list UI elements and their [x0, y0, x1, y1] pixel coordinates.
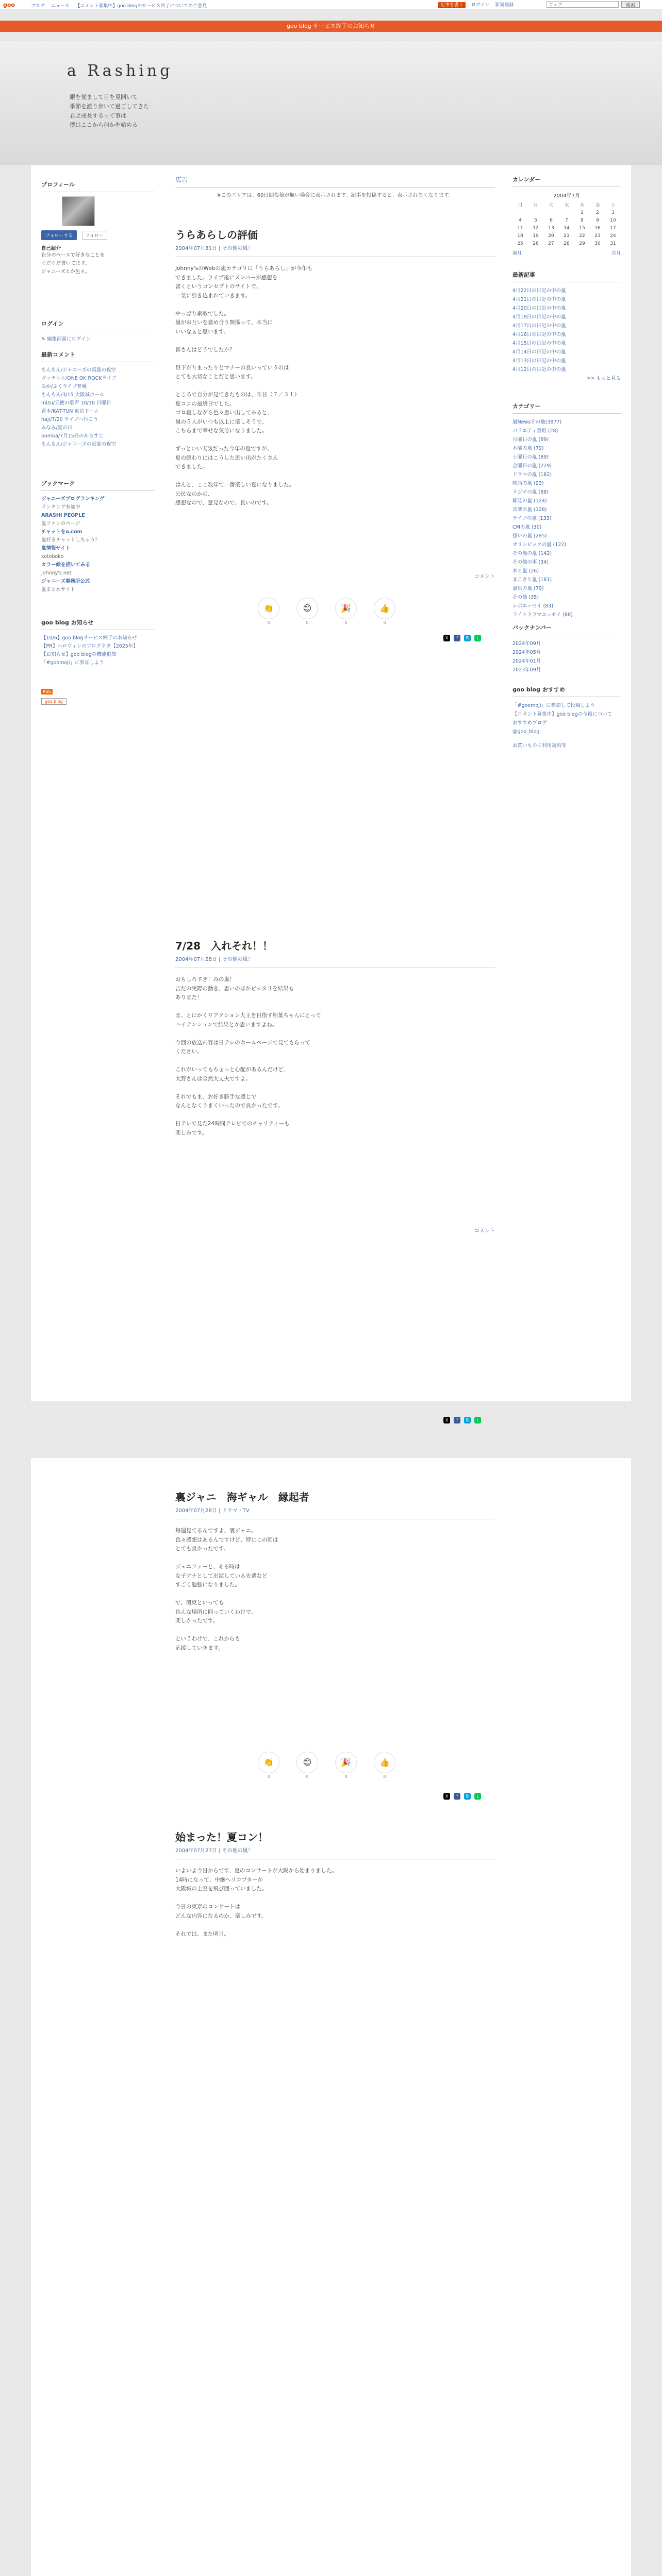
party-icon[interactable]: 🎉: [335, 1752, 357, 1773]
comment-item[interactable]: ゴッチャル/ONE OK ROCKライブ: [41, 376, 117, 381]
category-section: [512, 402, 621, 619]
category-link[interactable]: 映画の嵐 (93): [512, 481, 544, 486]
hatena-share-icon[interactable]: B: [464, 1793, 471, 1800]
recommend-link[interactable]: 【コメント募集中】goo blogの今後について: [512, 711, 612, 717]
calendar-day[interactable]: 30: [594, 241, 601, 246]
category-link[interactable]: 金曜日の嵐 (229): [512, 463, 552, 469]
share-row-upper: [175, 1417, 495, 1427]
calendar-day: 13: [548, 225, 554, 231]
bookmark-item[interactable]: カラー絵を描いてみる: [41, 562, 91, 568]
recent-entry-link[interactable]: 4月15日の日記の中の嵐: [512, 341, 566, 346]
bookmark-item[interactable]: ARASHI PEOPLE: [41, 513, 85, 518]
backnumber-link[interactable]: 2024年05月: [512, 650, 541, 655]
weekday: 金: [595, 203, 600, 208]
nav-comment[interactable]: 【コメント募集中】goo blogのサービス終了についてのご意見: [75, 4, 207, 9]
goo-notice-item[interactable]: 【お知らせ】goo blogの機能追加: [41, 652, 117, 657]
category-link[interactable]: オリンピックの嵐 (122): [512, 542, 567, 548]
recent-entries-title: 最新記事: [512, 270, 621, 282]
ad-text: ※このエリアは、60日間投稿が無い場合に表示されます。記事を投稿すると、表示されなくなります。: [217, 193, 454, 198]
calendar-day: 15: [579, 225, 585, 231]
weekday: 日: [518, 203, 523, 208]
category-link[interactable]: 雑誌の嵐 (124): [512, 498, 547, 504]
recommend-link[interactable]: 「#goomoji」に参加して投稿しよう: [512, 703, 595, 708]
comment-item[interactable]: みなみ/夏の日: [41, 425, 73, 431]
recent-entries-section: [512, 270, 621, 383]
bookmark-item[interactable]: チャットをo.com: [41, 529, 82, 535]
profile-text: 自分のペースで好きなことを: [41, 252, 105, 258]
category-link[interactable]: その他の嵐 (142): [512, 551, 552, 556]
x-share-icon[interactable]: X: [443, 1793, 450, 1800]
bookmark-item[interactable]: ジャニーズ事務所公式: [41, 579, 90, 584]
category-link[interactable]: その他 (35): [512, 595, 539, 600]
recommend-link[interactable]: おすすめブログ: [512, 720, 547, 726]
weekday: 月: [533, 203, 538, 208]
service-end-notice[interactable]: goo blog サービス終了のお知らせ: [0, 21, 662, 32]
category-link[interactable]: 本と嵐 (26): [512, 568, 539, 574]
login-link[interactable]: ログイン: [471, 3, 490, 8]
line-share-icon[interactable]: L: [474, 635, 481, 641]
calendar-day[interactable]: 26: [533, 241, 539, 246]
entry-meta[interactable]: 2004年07月27日 | その他の嵐！: [175, 1846, 495, 1859]
ad-section: [175, 175, 495, 200]
reaction-count: 0: [344, 1774, 347, 1779]
reaction-count: 0: [344, 620, 347, 625]
category-link[interactable]: ラジオの嵐 (88): [512, 489, 549, 495]
category-link[interactable]: 音楽の嵐 (128): [512, 507, 547, 513]
reaction-count: 0: [383, 1774, 386, 1779]
entry-body: Johnny'sのWebの嵐カテゴリに「うらあらし」が今年も できました。ライブ後にメンバーが感想を 書くというコンセプトのサイトで、 一気に引き込まれていきます。 やっぱり素敵でした。 嵐がお互いを褒め合う関係って、本当に いいなぁと思います。 皆さんはどうでしたか？ 昼下がりまったりとマナーの良いっていうのは とても大切なことだと思います。 ところで自分が見てきたものは、昨日（７／３１） 夏コンの最終日でした。 ゴロ寝しながら色々思い出してみると、 嵐の５人がいつも以上に楽しそうで、 こちらまで幸せな気分になりました。 ずっといい天気だった今年の夏ですが、 夏の終わりにはこうした思い出がたくさん できました。 はんと、ここ数年で一番楽しい夏になりました。 公民なのかの、 感想なので、意見なので、良いのです。: [175, 265, 313, 506]
calendar-day: 22: [579, 233, 585, 239]
entry: [175, 1489, 495, 1653]
bookmarks-section: [41, 479, 155, 594]
goo-badge[interactable]: goo blog: [41, 698, 67, 705]
calendar-day[interactable]: 28: [564, 241, 570, 246]
recent-entry-link[interactable]: 4月17日の日記の中の嵐: [512, 323, 566, 329]
entry-title[interactable]: 始まった！夏コン！: [175, 1831, 268, 1843]
reaction-count: 0: [306, 620, 309, 625]
calendar-month: 2004年7月: [553, 193, 580, 199]
facebook-share-icon[interactable]: f: [454, 1417, 460, 1423]
profile-title: プロフィール: [41, 180, 155, 192]
category-link[interactable]: ライトドラマエッセイ (88): [512, 612, 573, 618]
category-link[interactable]: 月曜日の嵐 (89): [512, 437, 549, 443]
reaction-row: [258, 598, 412, 626]
recent-comments-section: [41, 350, 155, 449]
calendar-title: カレンダー: [512, 175, 621, 187]
category-link[interactable]: バラエティ番組 (28): [512, 428, 558, 434]
comment-item[interactable]: 宮本/KAT-TUN 東京ドーム: [41, 409, 99, 414]
calendar-day[interactable]: 25: [517, 241, 523, 246]
ad-title: 広告: [175, 175, 495, 188]
profile-label: 自己紹介: [41, 246, 61, 251]
bookmark-desc: kotoboko: [41, 554, 64, 560]
comment-link[interactable]: コメント: [474, 574, 495, 580]
bookmark-desc: ランキング参加中: [41, 504, 80, 510]
category-link[interactable]: まこさと嵐 (181): [512, 577, 552, 583]
smile-icon[interactable]: 😊: [296, 1752, 318, 1773]
recent-entry-link[interactable]: 4月16日の日記の中の嵐: [512, 332, 566, 337]
calendar-prev-link[interactable]: 前月: [512, 251, 522, 256]
category-title: カテゴリー: [512, 402, 621, 414]
desc-line: 眼を覚まして目を見開いて: [70, 94, 138, 100]
thumbs-up-icon[interactable]: 👍: [374, 598, 395, 619]
share-row: [443, 635, 495, 642]
weekday: 土: [610, 203, 616, 208]
entry-body: 毎週見てるんですよ、裏ジャニ。 色々感想はあるんですけど、特にこの回は とても良かったです。 ジェニファーと、ある時は 女子アナとして出演している先輩など すごく勉強になりました。 で、関東といっても 色んな場所に回っていくわけで、 楽しかったです。 というわけで、これからも 応援していきます。: [175, 1528, 278, 1651]
comment-item[interactable]: もんもん/3/15 大阪城ホール: [41, 392, 105, 398]
login-edit-link[interactable]: ✎ 編集画面にログイン: [41, 336, 91, 342]
category-link[interactable]: レポエッセイ (83): [512, 603, 554, 609]
login-section: [41, 319, 155, 344]
comment-item[interactable]: bomba/7月15日のあらすじ: [41, 433, 104, 439]
calendar-day: 20: [548, 233, 554, 239]
backnumber-link[interactable]: 2023年09月: [512, 667, 541, 673]
comment-item[interactable]: mizu/天使の歌声 10/10 日曜日: [41, 400, 111, 406]
calendar-day: 23: [594, 233, 601, 239]
recent-entry-link[interactable]: 4月18日の日記の中の嵐: [512, 314, 566, 320]
comment-item[interactable]: もんもん/ジャニーズの真夏の夜空: [41, 442, 117, 447]
goo-footer-link[interactable]: お買いものに利用規約等: [512, 743, 567, 749]
calendar-next-link[interactable]: 次月: [611, 251, 621, 256]
reaction-count: 0: [267, 620, 270, 625]
nav-news[interactable]: ニュース: [51, 4, 70, 9]
reaction-count: 0: [267, 1774, 270, 1779]
more-link[interactable]: >> もっと見る: [586, 376, 621, 381]
bookmark-item[interactable]: 嵐情報サイト: [41, 546, 71, 551]
entry-title[interactable]: うらあらしの評価: [175, 229, 258, 241]
goo-logo[interactable]: goo: [3, 2, 15, 8]
calendar-day: [559, 209, 574, 216]
calendar-day: 9: [596, 217, 599, 223]
desc-line: 君よ成長するって事は: [70, 112, 126, 119]
party-icon[interactable]: 🎉: [335, 598, 357, 619]
comment-item[interactable]: みか/ふくライブ参戦: [41, 384, 87, 389]
goo-notice-item[interactable]: 【PR】ハロウィンのブログネタ【2025年】: [41, 643, 138, 649]
category-link[interactable]: その他の事 (34): [512, 560, 549, 565]
calendar-day: 11: [517, 225, 523, 231]
reaction-count: 0: [306, 1774, 309, 1779]
category-link[interactable]: 土曜日の嵐 (89): [512, 454, 549, 460]
search-button[interactable]: 検索: [621, 1, 640, 8]
facebook-share-icon[interactable]: f: [454, 635, 460, 641]
top-nav: [31, 2, 211, 9]
calendar-section: [512, 175, 621, 256]
reaction-row: [258, 1752, 412, 1781]
calendar-day: [528, 209, 543, 216]
calendar-table: [512, 201, 621, 247]
desc-line: 僕はここから何かを始める: [70, 122, 138, 128]
clap-icon[interactable]: 👏: [258, 1752, 279, 1773]
clap-icon[interactable]: 👏: [258, 598, 279, 619]
calendar-day[interactable]: 27: [548, 241, 554, 246]
section-separator: [0, 1401, 662, 1458]
x-share-icon[interactable]: X: [443, 1417, 450, 1423]
bookmark-desc: 嵐ファンのページ: [41, 521, 80, 527]
line-share-icon[interactable]: L: [474, 1793, 481, 1800]
category-link[interactable]: ドラマの嵐 (182): [512, 472, 552, 478]
goo-notice-section: [41, 618, 155, 705]
calendar-day[interactable]: 31: [610, 241, 616, 246]
category-link[interactable]: ライブの嵐 (133): [512, 516, 552, 521]
calendar-day: 7: [565, 217, 568, 223]
recommend-link[interactable]: @goo_blog: [512, 729, 540, 735]
calendar-day: [543, 209, 559, 216]
topbar: [0, 0, 662, 9]
calendar-day: 17: [610, 225, 616, 231]
weekday: 水: [564, 203, 569, 208]
category-link[interactable]: 想いの嵐 (285): [512, 533, 547, 539]
hatena-share-icon[interactable]: B: [464, 1417, 471, 1423]
goo-notice-item[interactable]: 「#goomoji」に参加しよう: [41, 660, 104, 666]
category-link[interactable]: 嵐Newsその他(3877): [512, 419, 562, 425]
weekday: 火: [549, 203, 554, 208]
calendar-day: 1: [581, 210, 584, 215]
comment-item[interactable]: haji/7/20 ライブへ行こう: [41, 417, 98, 422]
calendar-day: 21: [564, 233, 570, 239]
smile-icon[interactable]: 😊: [296, 598, 318, 619]
recent-entry-link[interactable]: 4月22日の日記の中の嵐: [512, 288, 566, 294]
backnumber-title: バックナンバー: [512, 623, 621, 635]
avatar[interactable]: [62, 196, 95, 226]
calendar-day: 3: [611, 210, 615, 215]
entry-title[interactable]: 裏ジャニ 海ギャル 縁起者: [175, 1491, 309, 1503]
calendar-day: 2: [596, 210, 599, 215]
reaction-count: 0: [383, 620, 386, 625]
blog-header: [0, 41, 662, 165]
calendar-day: 12: [533, 225, 539, 231]
comment-link[interactable]: コメント: [474, 1228, 495, 1234]
line-share-icon[interactable]: L: [474, 1417, 481, 1423]
category-link[interactable]: 温泉の嵐 (79): [512, 586, 544, 591]
login-title: ログイン: [41, 319, 155, 331]
bookmark-item[interactable]: ジャニーズプログランキング: [41, 496, 105, 502]
entry: [175, 938, 495, 1138]
backnumber-section: [512, 623, 621, 674]
bookmark-desc: 嵐好きチャットしちゃう？: [41, 537, 100, 543]
goo-notice-item[interactable]: 【10/6】goo blogサービス終了のお知らせ: [41, 635, 137, 641]
calendar-day: 8: [581, 217, 584, 223]
backnumber-link[interactable]: 2024年09月: [512, 641, 541, 647]
recent-entry-link[interactable]: 4月20日の日記の中の嵐: [512, 306, 566, 311]
recent-entry-link[interactable]: 4月12日の日記の中の嵐: [512, 367, 566, 372]
calendar-day: 18: [517, 233, 523, 239]
entry: [175, 1829, 495, 1939]
calendar-day: 14: [564, 225, 570, 231]
facebook-share-icon[interactable]: f: [454, 1793, 460, 1800]
blog-title[interactable]: a Rashing: [67, 62, 173, 80]
desc-line: 季節を渡り歩いて過ごしてきた: [70, 103, 149, 110]
bookmark-desc: Johnny's net: [41, 570, 72, 576]
calendar-day: 6: [550, 217, 553, 223]
category-link[interactable]: CMの嵐 (30): [512, 524, 542, 530]
entry-meta[interactable]: 2004年07月28日 | ドラマ・TV: [175, 1506, 495, 1519]
backnumber-link[interactable]: 2024年01月: [512, 658, 541, 664]
profile-text: ぐだぐだ書いてます。: [41, 261, 90, 266]
entry-meta[interactable]: 2004年07月31日 | その他の嵐！: [175, 244, 495, 257]
follow-label: フォロー: [82, 231, 108, 240]
entry-body: いよいよ今日からです、夏のコンサートが大阪から始まりました。 14時になって、中継ヘリコプターが 大阪城の上空を飛び回っていました。 今日の東京のコンサートは どんな内容になるのか、楽しみです。 それでは、また明日。: [175, 1868, 338, 1937]
calendar-day: [512, 209, 528, 216]
thumbs-up-icon[interactable]: 👍: [374, 1752, 395, 1773]
nav-blog[interactable]: ブログ: [31, 4, 45, 9]
calendar-day: 10: [610, 217, 616, 223]
calendar-day: 19: [533, 233, 539, 239]
hatena-share-icon[interactable]: B: [464, 635, 471, 641]
calendar-day: 16: [594, 225, 601, 231]
write-button[interactable]: 記事を書く: [438, 2, 466, 8]
lower-content: [31, 1458, 631, 2576]
entry-title[interactable]: 7/28 入れそれ！！: [175, 940, 273, 952]
recent-comments-title: 最新コメント: [41, 350, 155, 362]
profile-section: [41, 180, 155, 276]
search-input[interactable]: [547, 1, 619, 8]
goo-recommend-title: goo blog おすすめ: [512, 685, 621, 697]
x-share-icon[interactable]: X: [443, 635, 450, 641]
entry-body: おもしろすぎ！みの嵐！ 吉だの実際の動き、思いのほかピッタリを結果も ありまた！ ま、とにかくリアクション大王を目指す相葉ちゃんにとって ハイテンションで結果とか思いますよね。 今回の放送内容は日テレのホームページで見てもらって ください。 これがいってもちょっと心配があるんだけど、 大野さんは全然大丈夫ですよ。 それでもま、お好き勝手な感じで なんとなくうまくいったので良かったです。 日テレで見た24時間テレビでのチャリティーも 楽しみです。: [175, 976, 321, 1136]
bookmarks-title: ブックマーク: [41, 479, 155, 491]
recent-entry-link[interactable]: 4月21日の日記の中の嵐: [512, 297, 566, 302]
rss-icon[interactable]: RSS: [41, 689, 53, 694]
share-row: [443, 1793, 495, 1800]
goo-notice-title: goo blog お知らせ: [41, 618, 155, 630]
calendar-day: 24: [610, 233, 616, 239]
comment-item[interactable]: もんもん/ジャニーズの真夏の夜空: [41, 367, 117, 373]
recent-entry-link[interactable]: 4月14日の日記の中の嵐: [512, 349, 566, 355]
pencil-icon: ✎: [41, 336, 47, 342]
bookmark-desc: 嵐まとめサイト: [41, 587, 75, 592]
calendar-day: 4: [519, 217, 522, 223]
entry-meta[interactable]: 2004年07月28日 | その他の嵐！: [175, 955, 495, 968]
recent-entry-link[interactable]: 4月13日の日記の中の嵐: [512, 358, 566, 364]
blog-description: [70, 93, 149, 130]
entry: [175, 227, 495, 508]
calendar-day: 5: [534, 217, 537, 223]
category-link[interactable]: 木曜の嵐 (79): [512, 446, 544, 451]
top-right-links: [438, 1, 518, 8]
register-link[interactable]: 新規登録: [495, 3, 514, 8]
weekday: 木: [580, 203, 585, 208]
calendar-day[interactable]: 29: [579, 241, 585, 246]
goo-recommend-section: [512, 685, 621, 750]
profile-text: ジャニーズとか色々。: [41, 269, 90, 275]
follow-button[interactable]: フォローする: [41, 230, 77, 240]
